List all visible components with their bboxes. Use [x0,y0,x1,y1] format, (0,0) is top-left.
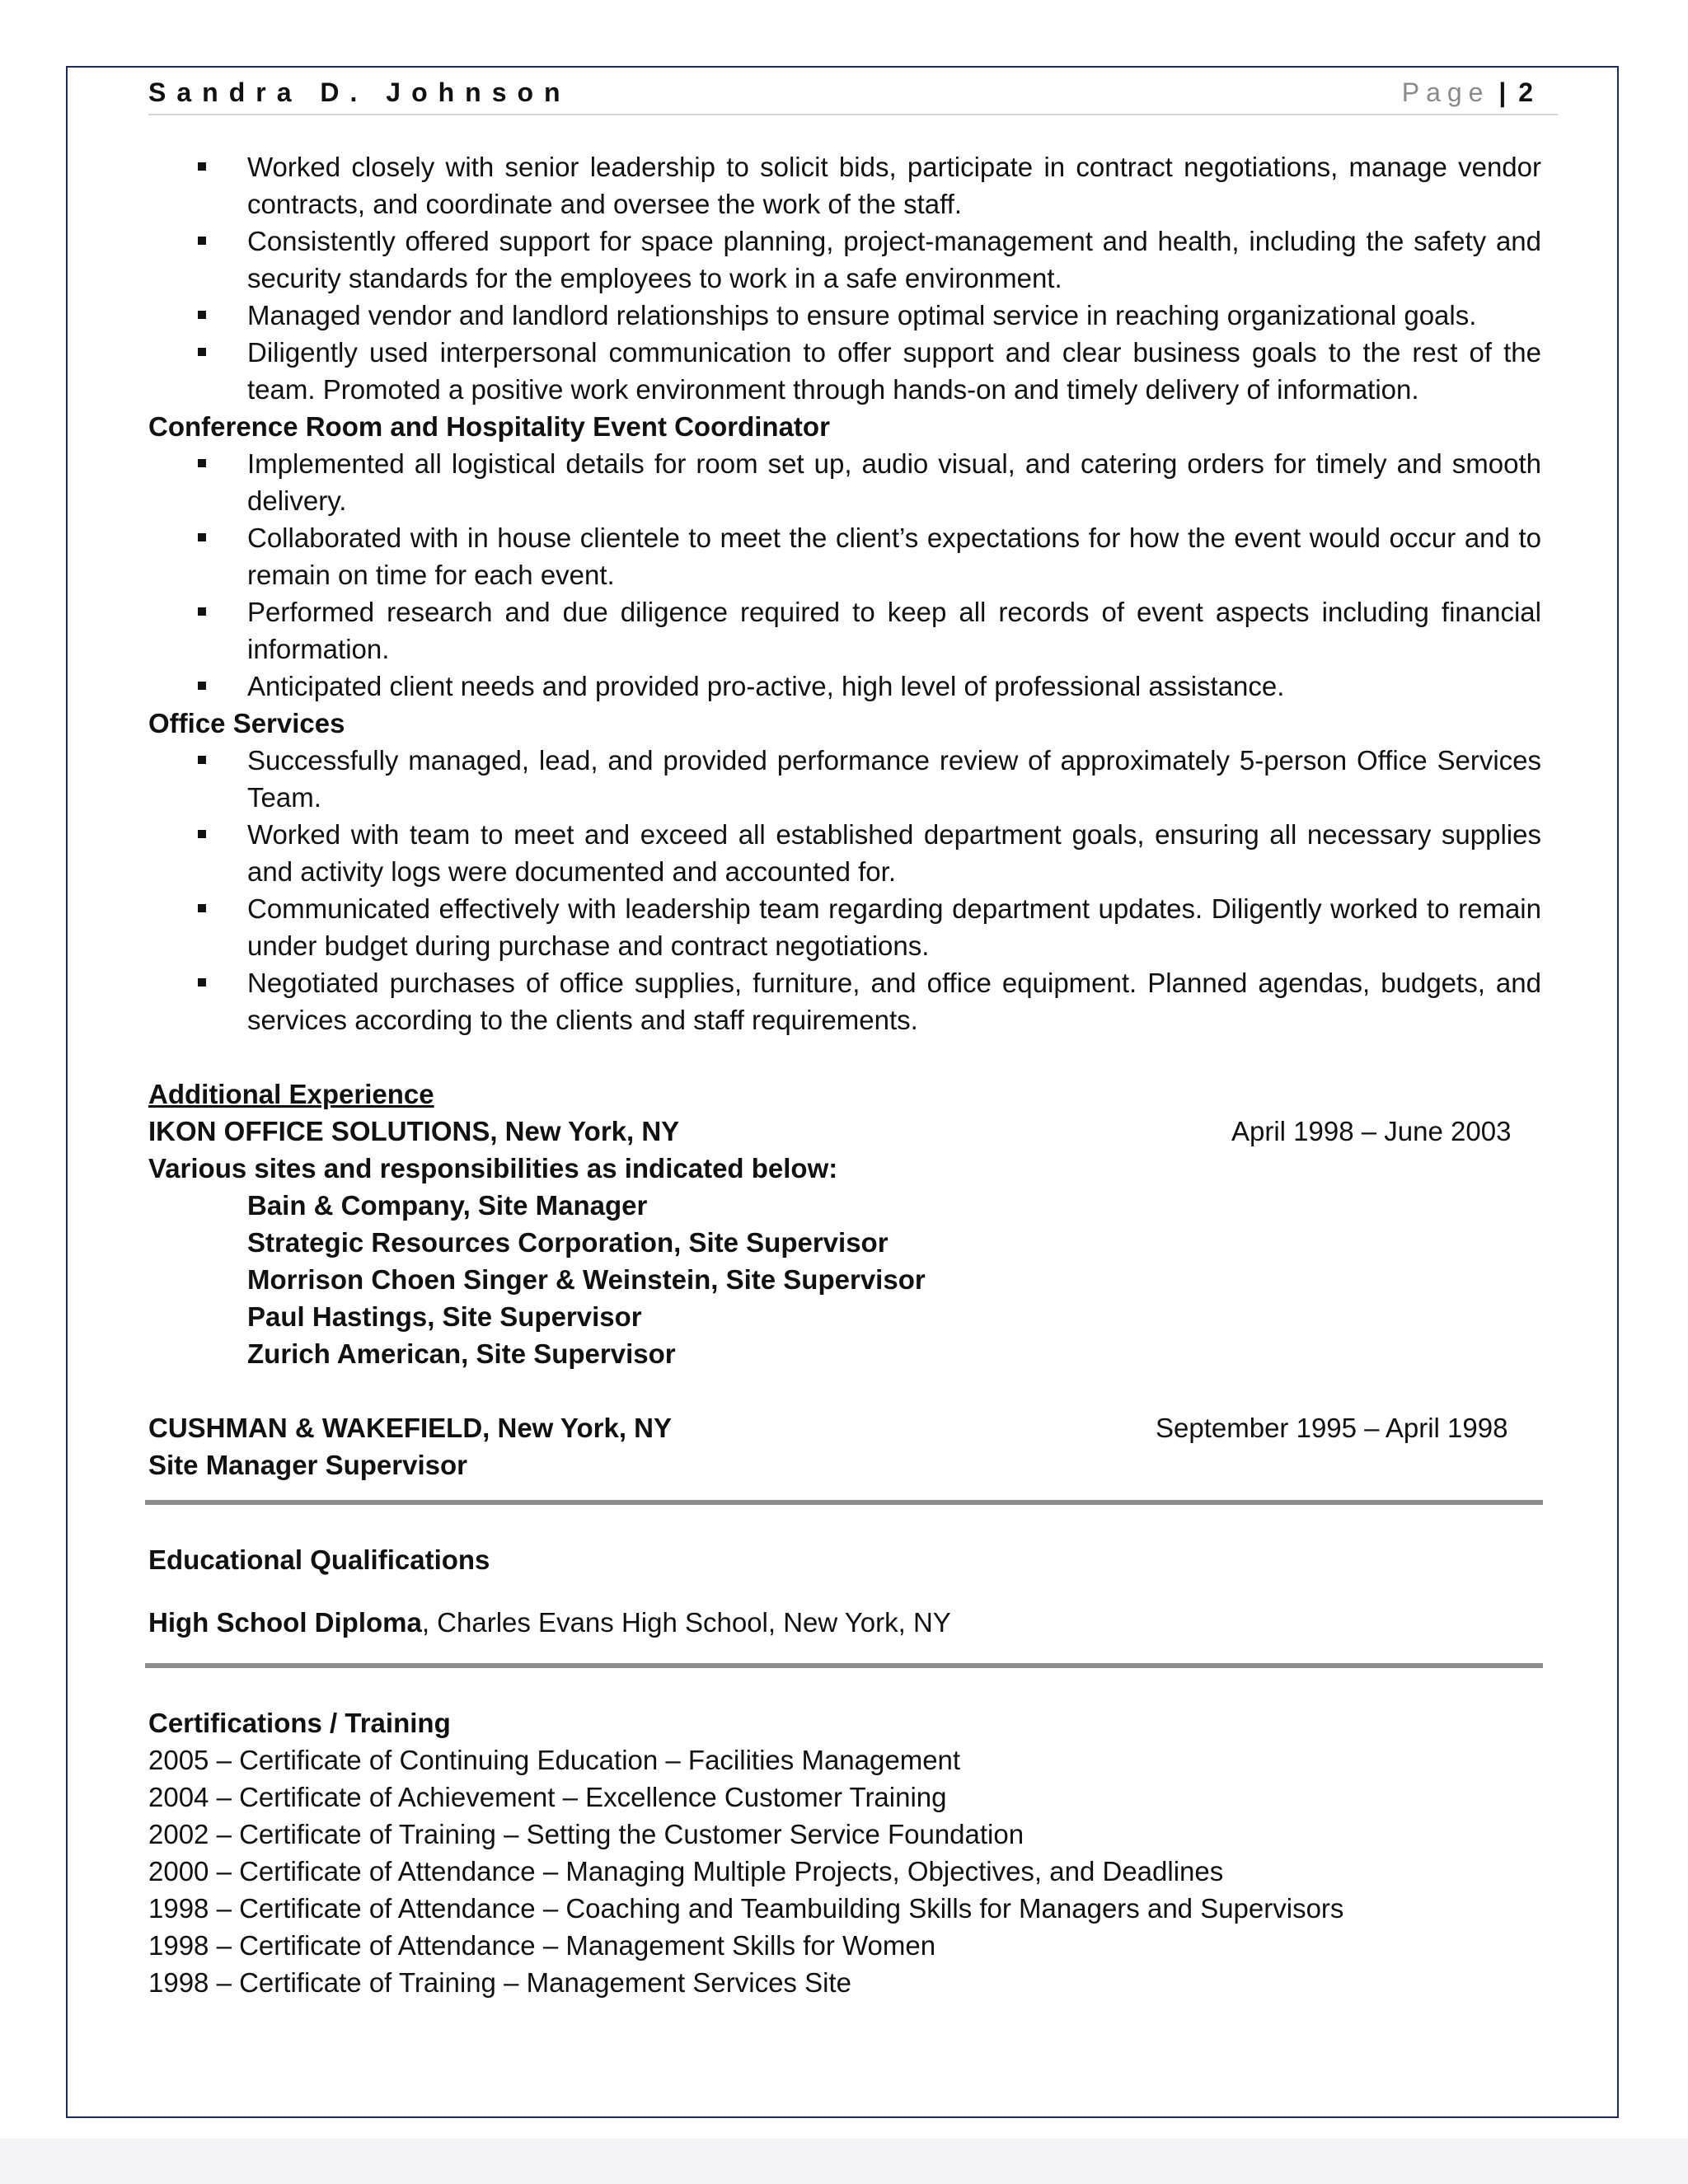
bullet-icon [198,348,206,356]
list-item: 2002 – Certificate of Training – Setting the Customer Service Foundation [148,1819,1025,1849]
list-item: Zurich American, Site Supervisor [247,1338,676,1369]
list-item: Morrison Choen Singer & Weinstein, Site Supervisor [247,1264,926,1295]
page-label: Page [1401,77,1490,107]
additional-experience-title: Additional Experience [148,1079,434,1109]
list-item: Performed research and due diligence required to keep all records of event aspects including financial information. [247,593,1541,668]
list-item: Implemented all logistical details for room set up, audio visual, and catering orders for timely and smooth delivery. [247,445,1541,519]
ikon-employer: IKON OFFICE SOLUTIONS, New York, NY [148,1116,680,1146]
cushman-employer-row [148,1409,1541,1446]
resume-content [148,148,1541,2001]
list-item: 1998 – Certificate of Attendance – Coaching and Teambuilding Skills for Managers and Supervisors [148,1893,1344,1924]
page-indicator [1402,77,1533,108]
page-number: 2 [1518,77,1533,107]
page-header [148,76,1558,115]
list-item: Diligently used interpersonal communication to offer support and clear business goals to the rest of the team. Promoted a positive work environment through hands-on and timely delivery of information. [247,334,1541,408]
education-degree: High School Diploma [148,1607,422,1638]
list-item: Negotiated purchases of office supplies, furniture, and office equipment. Planned agendas, budgets, and services according to the clients and staff requirements. [247,964,1541,1038]
list-item: Worked with team to meet and exceed all established department goals, ensuring all necessary supplies and activity logs were documented and accounted for. [247,816,1541,890]
list-item: Communicated effectively with leadership team regarding department updates. Diligently worked to remain under budget during purchase and contract negotiations. [247,890,1541,964]
certifications-list [148,1741,1541,2001]
conference-bullet-list [148,445,1541,705]
conference-role-title: Conference Room and Hospitality Event Coordinator [148,411,830,442]
list-item: 2005 – Certificate of Continuing Education – Facilities Management [148,1745,961,1775]
ikon-dates: April 1998 – June 2003 [1231,1116,1512,1146]
education-school: , Charles Evans High School, New York, NY [421,1607,951,1638]
list-item: Worked closely with senior leadership to solicit bids, participate in contract negotiations, manage vendor contracts, and coordinate and oversee the work of the staff. [247,148,1541,223]
list-item: Anticipated client needs and provided pro-active, high level of professional assistance. [247,668,1541,705]
bullet-icon [198,533,206,541]
bullet-icon [198,682,206,690]
bullet-icon [198,830,206,838]
education-entry [148,1604,1541,1641]
certifications-title: Certifications / Training [148,1708,451,1738]
page-separator: | [1498,77,1507,107]
list-item: Collaborated with in house clientele to meet the client’s expectations for how the event would occur and to remain on time for each event. [247,519,1541,593]
cushman-role: Site Manager Supervisor [148,1450,467,1480]
list-item: Strategic Resources Corporation, Site Supervisor [247,1227,889,1258]
list-item: 1998 – Certificate of Training – Management Services Site [148,1967,851,1998]
bullet-icon [198,978,206,987]
ikon-subtitle: Various sites and responsibilities as indicated below: [148,1153,838,1183]
list-item: Paul Hastings, Site Supervisor [247,1301,642,1332]
list-item: Bain & Company, Site Manager [247,1190,648,1221]
bullet-icon [198,756,206,764]
bullet-icon [198,904,206,912]
cushman-dates: September 1995 – April 1998 [1156,1413,1508,1443]
office-services-bullet-list [148,742,1541,1038]
education-title: Educational Qualifications [148,1544,490,1575]
list-item: Managed vendor and landlord relationships to ensure optimal service in reaching organizational goals. [247,297,1541,334]
cushman-employer: CUSHMAN & WAKEFIELD, New York, NY [148,1413,673,1443]
list-item: Successfully managed, lead, and provided performance review of approximately 5-person Office Services Team. [247,742,1541,816]
bullet-icon [198,237,206,245]
bullet-icon [198,459,206,467]
bullet-icon [198,162,206,171]
bullet-icon [198,607,206,616]
list-item: 1998 – Certificate of Attendance – Management Skills for Women [148,1930,936,1961]
list-item: 2000 – Certificate of Attendance – Managing Multiple Projects, Objectives, and Deadlines [148,1856,1224,1886]
page-bottom-shade [0,2139,1688,2184]
bullet-icon [198,311,206,319]
list-item: 2004 – Certificate of Achievement – Excellence Customer Training [148,1782,947,1812]
office-services-title: Office Services [148,708,345,738]
continued-bullet-list [148,148,1541,408]
header-name: Sandra D. Johnson [148,77,571,107]
list-item: Consistently offered support for space planning, project-management and health, including the safety and security standards for the employees to work in a safe environment. [247,223,1541,297]
ikon-employer-row [148,1113,1541,1150]
ikon-site-list [148,1187,1541,1372]
